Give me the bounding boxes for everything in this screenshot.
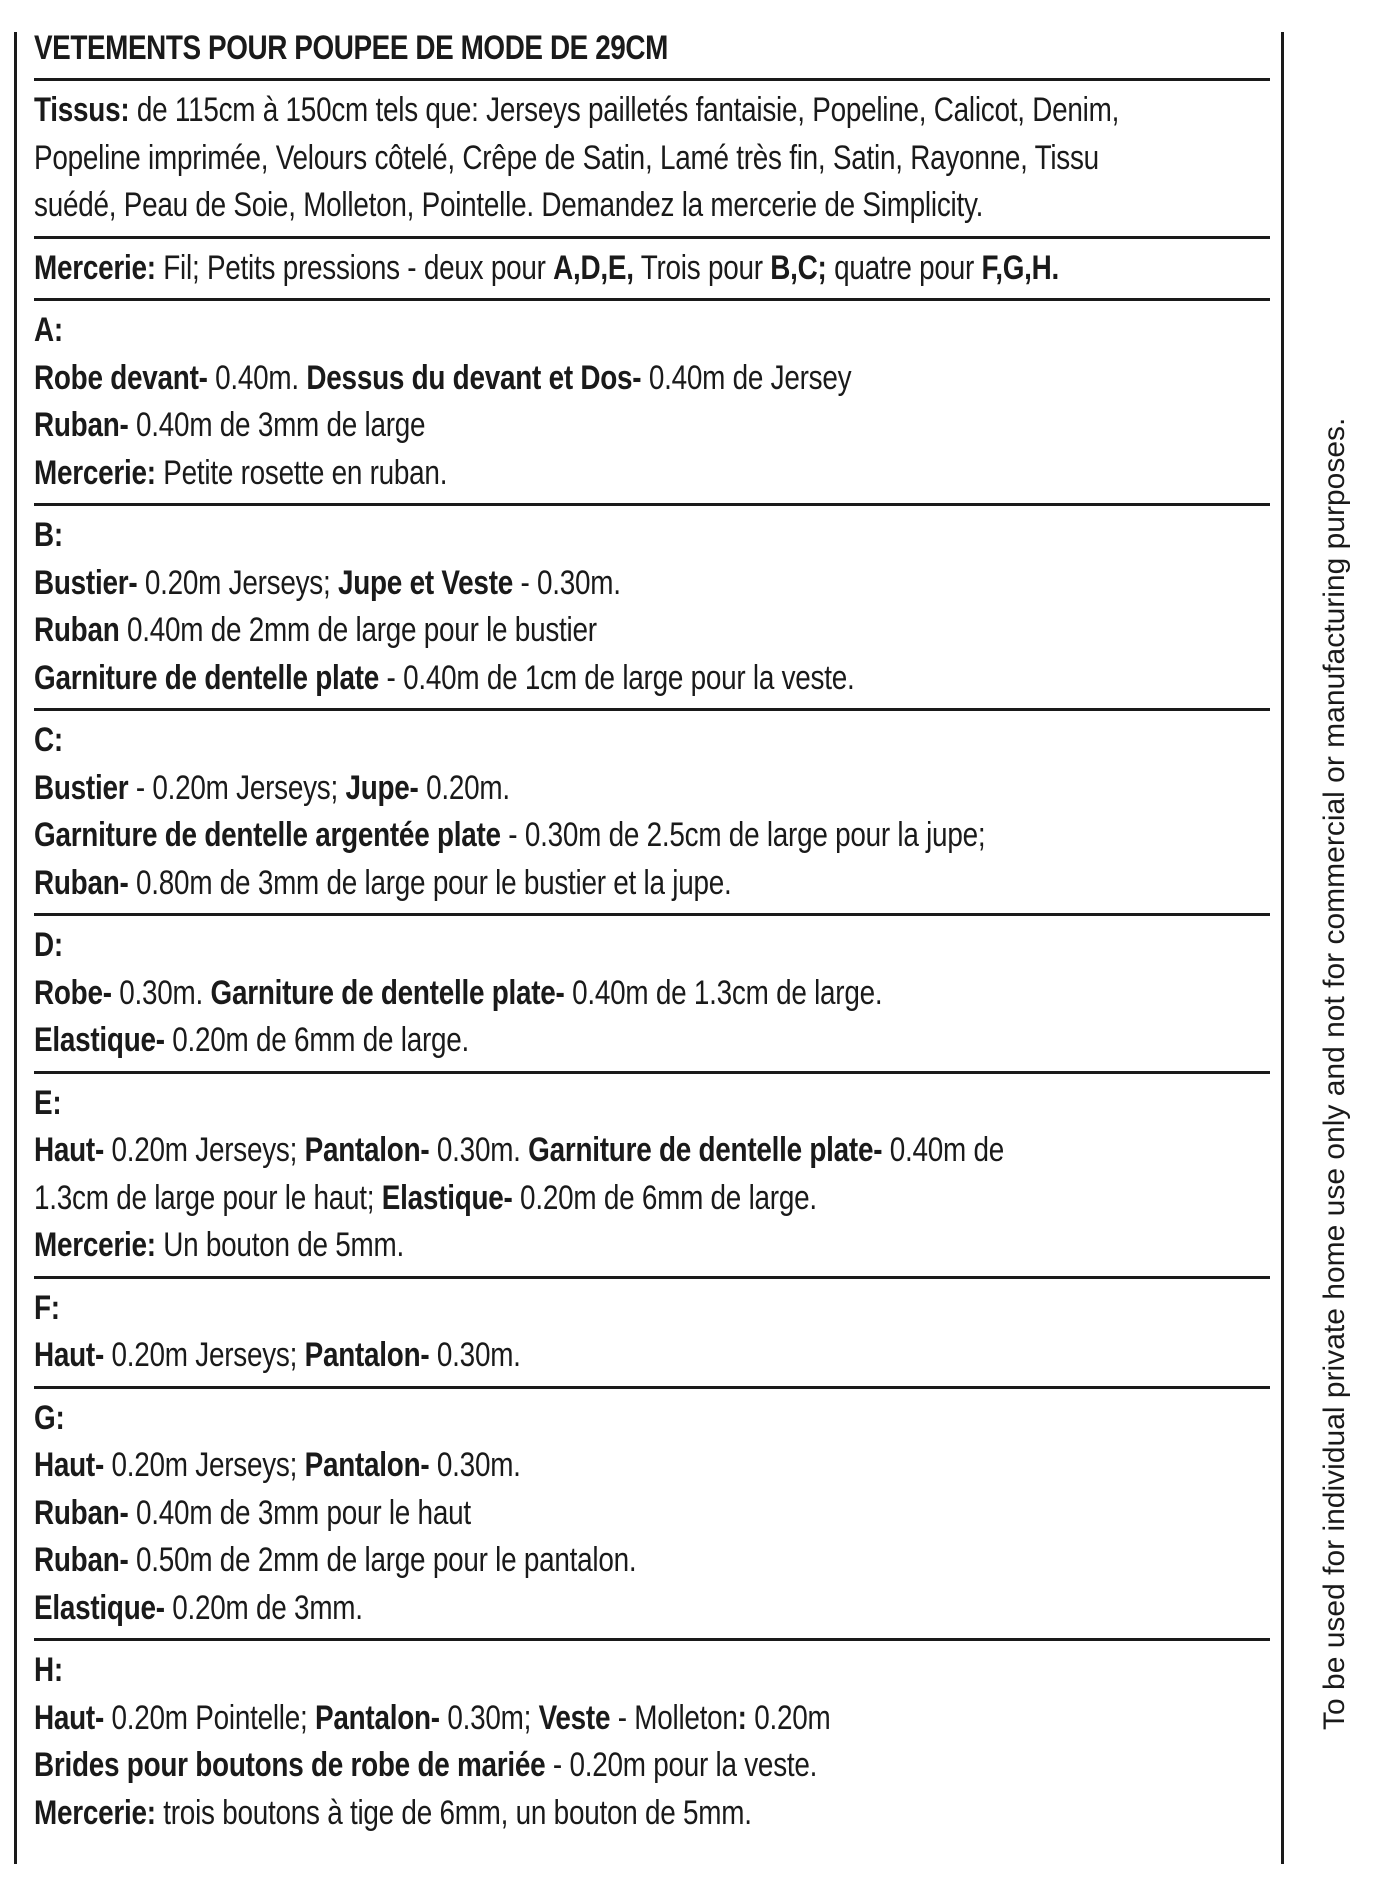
item-label: Pantalon- <box>304 1446 430 1484</box>
item-label: Haut- <box>34 1698 105 1737</box>
section-tissus <box>34 78 1270 236</box>
item-label: Elastique- <box>34 1588 165 1627</box>
section-mercerie <box>34 236 1270 299</box>
view-heading: C: <box>34 721 63 759</box>
item-text: - 0.30m de 2.5cm de large pour la jupe; <box>500 816 986 854</box>
item-text: 0.40m de 2mm de large pour le bustier <box>119 611 597 649</box>
requirements-table <box>34 24 1270 1843</box>
item-text: - 0.40m de 1cm de large pour la veste. <box>379 658 855 697</box>
view-heading: E: <box>34 1083 62 1122</box>
item-label: Brides pour boutons de robe de mariée <box>34 1746 546 1784</box>
item-text: - 0.20m Jerseys; <box>128 768 346 807</box>
mercerie-views-bc: B,C; <box>770 248 827 287</box>
mercerie-views-ade: A,D,E, <box>553 248 634 287</box>
item-label: Garniture de dentelle plate <box>34 658 380 697</box>
item-text: 0.20m Jerseys; <box>104 1446 305 1484</box>
item-label: Garniture de dentelle argentée plate <box>34 816 501 854</box>
item-text: 0.30m. <box>111 973 211 1012</box>
item-text: 0.80m de 3mm de large pour le bustier et la jupe. <box>128 863 732 902</box>
item-text: Un bouton de 5mm. <box>155 1226 404 1264</box>
item-label: Mercerie: <box>34 1793 156 1832</box>
section-view-f <box>34 1276 1270 1386</box>
section-view-a <box>34 298 1270 503</box>
item-text: - 0.20m pour la veste. <box>545 1746 818 1784</box>
item-text: 0.40m de 3mm pour le haut <box>128 1493 471 1532</box>
mercerie-views-fgh: F,G,H. <box>981 248 1060 287</box>
item-text: 0.20m Pointelle; <box>104 1698 316 1737</box>
item-text: 0.20m <box>746 1698 831 1737</box>
page-title: VETEMENTS POUR POUPEE DE MODE DE 29CM <box>34 29 668 67</box>
item-label: Bustier <box>34 768 129 807</box>
section-view-h <box>34 1638 1270 1843</box>
item-text: 0.40m de <box>882 1131 1005 1169</box>
tissus-text-2: Popeline imprimée, Velours côtelé, Crêpe de Satin, Lamé très fin, Satin, Rayonne, Tissu <box>34 138 1099 177</box>
item-label: Mercerie: <box>34 1226 156 1264</box>
item-text: 0.30m. <box>429 1446 521 1484</box>
item-label: Ruban <box>34 611 120 649</box>
right-border-line <box>1281 32 1284 1864</box>
item-text: 0.20m Jerseys; <box>137 563 338 602</box>
item-label: Mercerie: <box>34 453 156 492</box>
view-heading: D: <box>34 926 63 964</box>
item-label: Pantalon- <box>315 1698 440 1737</box>
item-text: 0.30m. <box>429 1131 529 1169</box>
item-label: Haut- <box>34 1446 105 1484</box>
item-text: 1.3cm de large pour le haut; <box>34 1178 382 1217</box>
item-text: 0.20m de 6mm de large. <box>164 1021 470 1059</box>
item-text: 0.50m de 2mm de large pour le pantalon. <box>128 1541 637 1579</box>
item-label: Pantalon- <box>304 1336 430 1374</box>
view-heading: H: <box>34 1651 63 1689</box>
item-label: Dessus du devant et Dos- <box>306 358 642 397</box>
item-label: Robe devant- <box>34 358 208 397</box>
item-label: Pantalon- <box>304 1131 430 1169</box>
item-label: Ruban- <box>34 863 129 902</box>
mercerie-text: quatre pour <box>826 248 982 287</box>
item-text: 0.40m de 1.3cm de large. <box>564 973 883 1012</box>
item-text: 0.30m. <box>429 1336 521 1374</box>
item-label: Elastique- <box>381 1178 513 1217</box>
item-label: Ruban- <box>34 1493 129 1532</box>
usage-disclaimer: To be used for individual private home use only and not for commercial or manufacturing purposes. <box>1318 417 1351 1730</box>
view-heading: A: <box>34 311 63 349</box>
item-label: : <box>737 1698 747 1737</box>
view-heading: B: <box>34 516 63 554</box>
view-heading: G: <box>34 1398 65 1437</box>
item-text: 0.40m de Jersey <box>641 358 852 397</box>
item-text: 0.20m. <box>418 768 510 807</box>
section-view-e <box>34 1071 1270 1276</box>
item-label: Veste <box>538 1698 611 1737</box>
section-view-g <box>34 1386 1270 1639</box>
item-text: - 0.30m. <box>512 563 621 602</box>
item-label: Bustier- <box>34 563 138 602</box>
section-view-c <box>34 708 1270 913</box>
view-heading: F: <box>34 1288 60 1327</box>
item-label: Garniture de dentelle plate- <box>528 1131 883 1169</box>
item-label: Haut- <box>34 1336 105 1374</box>
tissus-label: Tissus: <box>34 91 130 129</box>
item-label: Ruban- <box>34 406 129 444</box>
item-text: 0.40m de 3mm de large <box>128 406 426 444</box>
tissus-text-3: suédé, Peau de Soie, Molleton, Pointelle. Demandez la mercerie de Simplicity. <box>34 186 984 224</box>
item-text: - Molleton <box>610 1698 738 1737</box>
section-view-b <box>34 503 1270 708</box>
section-view-d <box>34 913 1270 1071</box>
item-label: Haut- <box>34 1131 105 1169</box>
mercerie-text: Trois pour <box>633 248 771 287</box>
item-text: 0.20m de 6mm de large. <box>512 1178 817 1217</box>
item-text: 0.20m Jerseys; <box>104 1336 305 1374</box>
item-label: Robe- <box>34 973 112 1012</box>
item-label: Ruban- <box>34 1541 129 1579</box>
left-border-line <box>14 32 17 1864</box>
item-label: Garniture de dentelle plate- <box>210 973 565 1012</box>
item-text: Petite rosette en ruban. <box>155 453 448 492</box>
item-text: 0.30m; <box>439 1698 539 1737</box>
item-text: trois boutons à tige de 6mm, un bouton de 5mm. <box>155 1793 752 1832</box>
item-text: 0.40m. <box>207 358 307 397</box>
item-text: 0.20m Jerseys; <box>104 1131 305 1169</box>
item-label: Jupe et Veste <box>337 563 513 602</box>
tissus-text-1: de 115cm à 150cm tels que: Jerseys pailletés fantaisie, Popeline, Calicot, Denim, <box>129 91 1120 129</box>
item-label: Elastique- <box>34 1021 165 1059</box>
item-text: 0.20m de 3mm. <box>164 1588 363 1627</box>
mercerie-text: Fil; Petits pressions - deux pour <box>155 248 554 287</box>
item-label: Jupe- <box>345 768 419 807</box>
mercerie-label: Mercerie: <box>34 248 156 287</box>
